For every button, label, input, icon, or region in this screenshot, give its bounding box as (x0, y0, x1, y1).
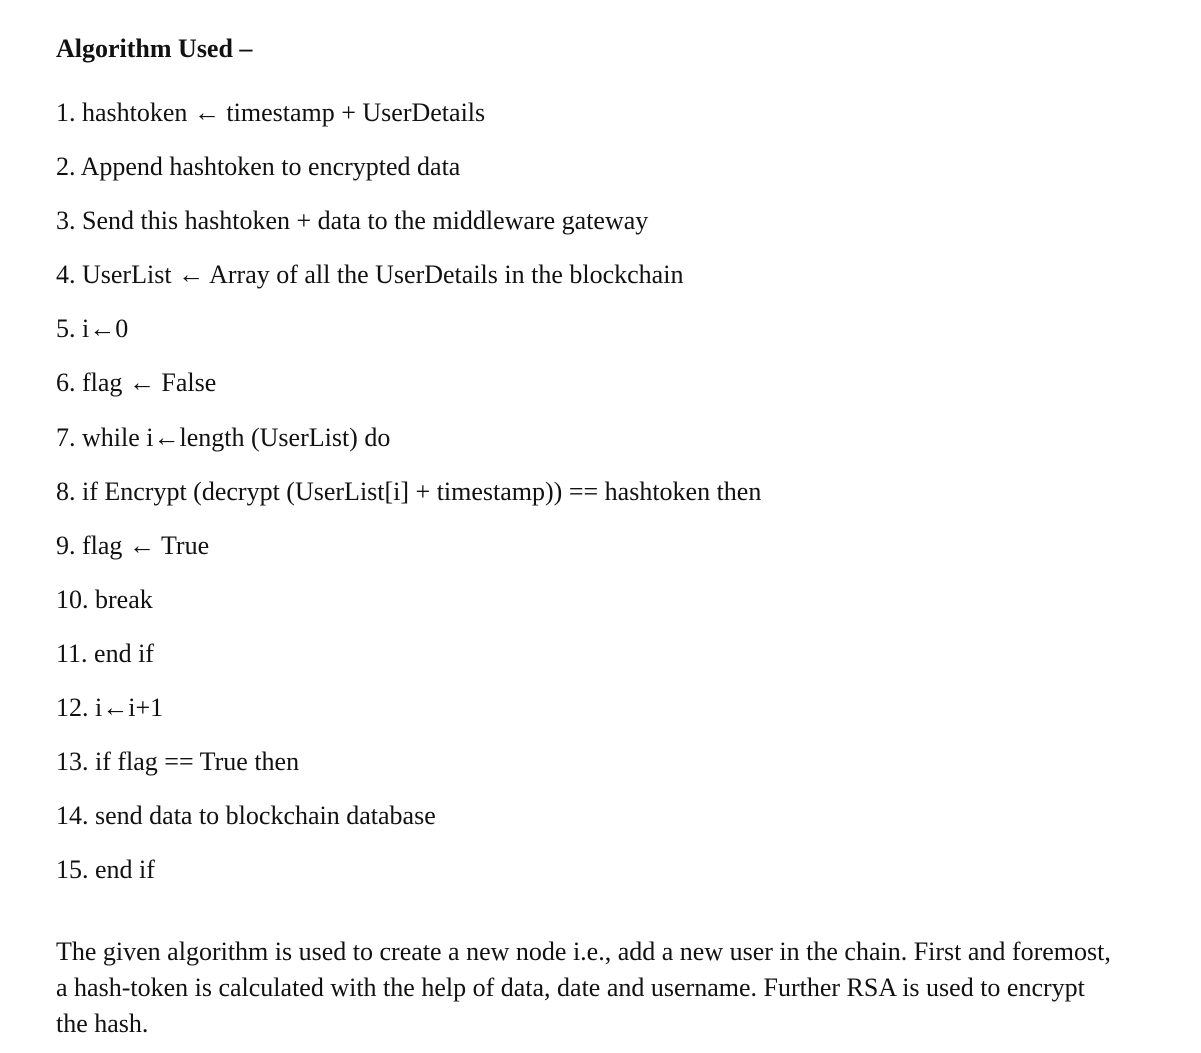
algorithm-step: 12. i←i+1 (56, 693, 164, 723)
algorithm-step: 8. if Encrypt (decrypt (UserList[i] + timestamp)) == hashtoken then (56, 476, 762, 506)
algorithm-heading: Algorithm Used – (56, 34, 253, 63)
algorithm-steps-list (56, 96, 761, 907)
algorithm-step: 1. hashtoken ← timestamp + UserDetails (56, 98, 486, 127)
algorithm-step: 11. end if (56, 638, 154, 668)
algorithm-step: 2. Append hashtoken to encrypted data (56, 152, 461, 182)
algorithm-step: 3. Send this hashtoken + data to the middleware gateway (56, 206, 649, 236)
algorithm-description: The given algorithm is used to create a new node i.e., add a new user in the chain. First and foremost, a hash-token is calculated with the help of data, date and username. Further RSA is used to encrypt the hash. (56, 937, 1111, 1038)
algorithm-step: 5. i←0 (56, 314, 129, 344)
algorithm-step: 4. UserList ← Array of all the UserDetails in the blockchain (56, 260, 684, 290)
algorithm-step: 10. break (56, 584, 153, 614)
algorithm-step: 9. flag ← True (56, 530, 210, 560)
algorithm-step: 6. flag ← False (56, 368, 217, 398)
algorithm-step: 7. while i←length (UserList) do (56, 422, 391, 452)
algorithm-step: 13. if flag == True then (56, 747, 300, 777)
algorithm-step: 14. send data to blockchain database (56, 801, 436, 831)
algorithm-step: 15. end if (56, 855, 155, 885)
